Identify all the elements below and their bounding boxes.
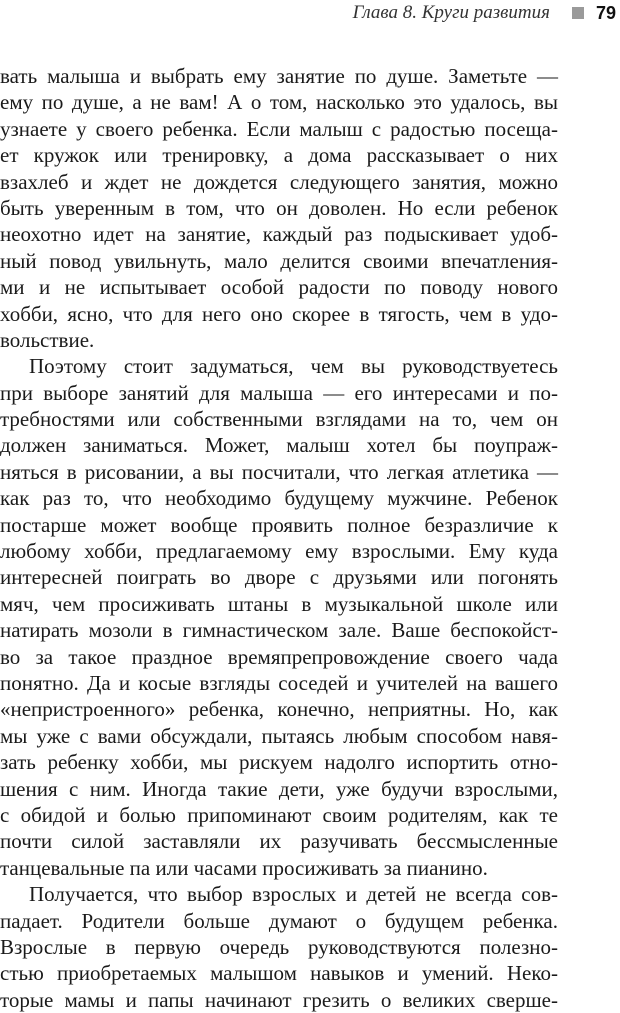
running-header [353, 0, 620, 26]
text-line: как раз то, что необходимо будущему мужчине. Ребенок [0, 486, 558, 511]
text-line: торые мамы и папы начинают грезить о великих сверше- [0, 987, 558, 1012]
text-line: с обидой и болью припоминают своим родителям, как те [0, 802, 558, 827]
text-line: Взрослые в первую очередь руководствуются полезно- [0, 934, 558, 959]
text-line: вольствие. [0, 327, 95, 352]
text-line: почти силой заставляли их разучивать бессмысленные [0, 829, 558, 854]
text-line: при выборе занятий для малыша — его интересами и по- [0, 380, 558, 405]
text-line: стью приобретаемых малышом навыков и умений. Неко- [0, 961, 558, 986]
text-line: натирать мозоли в гимнастическом зале. Ваше беспокойст- [0, 618, 558, 643]
text-line: постарше может вообще проявить полное безразличие к [0, 512, 558, 537]
text-line: «непристроенного» ребенка, конечно, неприятны. Но, как [0, 697, 558, 722]
text-line: падает. Родители больше думают о будущем ребенка. [0, 908, 558, 933]
chapter-title: Глава 8. Круги развития [352, 2, 550, 23]
header-square-icon [572, 7, 584, 19]
page-number: 79 [595, 2, 616, 23]
text-line: ный повод увильнуть, мало делится своими впечатления- [0, 248, 558, 273]
body-text [0, 63, 558, 1013]
text-line: неохотно идет на занятие, каждый раз подыскивает удоб- [0, 222, 558, 247]
text-line: танцевальные па или часами просиживать за пианино. [0, 855, 488, 880]
text-line: вать малыша и выбрать ему занятие по душе. Заметьте — [0, 64, 558, 88]
text-line: ему по душе, а не вам! А о том, насколько это удалось, вы [0, 90, 558, 115]
text-line: мяч, чем просиживать штаны в музыкальной школе или [0, 591, 558, 616]
text-line: узнаете у своего ребенка. Если малыш с радостью посещa- [0, 116, 558, 141]
text-line: должен заниматься. Может, малыш хотел бы поупраж- [0, 433, 558, 458]
paragraph-start: Поэтому стоит задуматься, чем вы руководствуетесь [29, 354, 558, 379]
text-line: интересней поиграть во дворе с друзьями или погонять [0, 565, 558, 590]
text-line: взахлеб и ждет не дождется следующего занятия, можно [0, 169, 558, 194]
text-line: любому хобби, предлагаемому ему взрослыми. Ему куда [0, 539, 558, 564]
text-line: во за такое праздное времяпрепровождение своего чада [0, 644, 558, 669]
text-line: няться в рисовании, а вы посчитали, что легкая атлетика — [0, 459, 558, 484]
text-line: зать ребенку хобби, мы рискуем надолго испортить отно- [0, 750, 558, 775]
text-line: понятно. Да и косые взгляды соседей и учителей на вашего [0, 670, 558, 695]
text-line: хобби, ясно, что для него оно скорее в тягость, чем в удо- [0, 301, 558, 326]
text-line: ми и не испытывает особой радости по поводу нового [0, 275, 558, 300]
text-line: требностями или собственными взглядами на то, чем он [0, 407, 558, 432]
text-line: шения с ним. Иногда такие дети, уже будучи взрослыми, [0, 776, 558, 801]
text-line: мы уже с вами обсуждали, пытаясь любым способом навя- [0, 723, 558, 748]
text-line: быть уверенным в том, что он доволен. Но если ребенок [0, 195, 558, 220]
paragraph-start: Получается, что выбор взрослых и детей не всегда сов- [29, 882, 558, 907]
text-line: ет кружок или тренировку, а дома рассказывает о них [0, 143, 558, 168]
